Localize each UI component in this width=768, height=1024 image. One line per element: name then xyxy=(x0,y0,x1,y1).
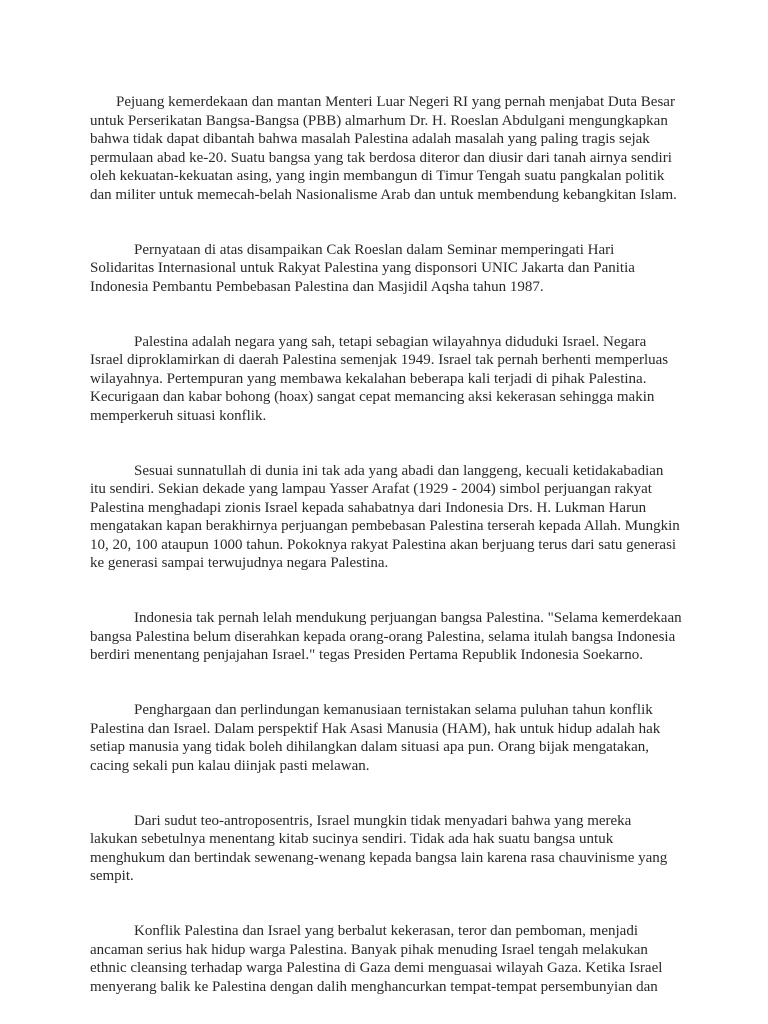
paragraph-7: Dari sudut teo-antroposentris, Israel mungkin tidak menyadari bahwa yang mereka lakukan sebetulnya menentang kitab sucinya sendiri. Tidak ada hak suatu bangsa untuk menghukum dan bertindak sewenang-wenang kepada bangsa lain karena rasa chauvinisme yang sempit. xyxy=(90,812,668,884)
paragraph-3: Palestina adalah negara yang sah, tetapi sebagian wilayahnya diduduki Israel. Negara Israel diproklamirkan di daerah Palestina semenjak 1949. Israel tak pernah berhenti memperluas wilayahnya. Pertempuran yang membawa kekalahan beberapa kali terjadi di pihak Palestina. Kecurigaan dan kabar bohong (hoax) sangat cepat memancing aksi kekerasan sehingga makin memperkeruh situasi konflik. xyxy=(90,333,669,424)
document-body xyxy=(90,93,682,1024)
paragraph-1: Pejuang kemerdekaan dan mantan Menteri Luar Negeri RI yang pernah menjabat Duta Besar untuk Perserikatan Bangsa-Bangsa (PBB) almarhum Dr. H. Roeslan Abdulgani mengungkapkan bahwa tidak dapat dibantah bahwa masalah Palestina adalah masalah yang paling tragis sejak permulaan abad ke-20. Suatu bangsa yang tak berdosa diteror dan diusir dari tanah airnya sendiri oleh kekuatan-kekuatan asing, yang ingin membangun di Timur Tengah suatu pangkalan politik dan militer untuk memecah-belah Nasionalisme Arab dan untuk membendung kebangkitan Islam. xyxy=(90,94,677,203)
paragraph-5: Indonesia tak pernah lelah mendukung perjuangan bangsa Palestina. "Selama kemerdekaan bangsa Palestina belum diserahkan kepada orang-orang Palestina, selama itulah bangsa Indonesia berdiri menentang penjajahan Israel." tegas Presiden Pertama Republik Indonesia Soekarno. xyxy=(90,610,682,663)
paragraph-6: Penghargaan dan perlindungan kemanusiaan ternistakan selama puluhan tahun konflik Palestina dan Israel. Dalam perspektif Hak Asasi Manusia (HAM), hak untuk hidup adalah hak setiap manusia yang tidak boleh dihilangkan dalam situasi apa pun. Orang bijak mengatakan, cacing sekali pun kalau diinjak pasti melawan. xyxy=(90,702,661,774)
paragraph-4: Sesuai sunnatullah di dunia ini tak ada yang abadi dan langgeng, kecuali ketidakabadian itu sendiri. Sekian dekade yang lampau Yasser Arafat (1929 - 2004) simbol perjuangan rakyat Palestina menghadapi zionis Israel kepada sahabatnya dari Indonesia Drs. H. Lukman Harun mengatakan kapan berakhirnya perjuangan pembebasan Palestina terserah kepada Allah. Mungkin 10, 20, 100 ataupun 1000 tahun. Pokoknya rakyat Palestina akan berjuang terus dari satu generasi ke generasi sampai terwujudnya negara Palestina. xyxy=(90,462,680,571)
paragraph-8: Konflik Palestina dan Israel yang berbalut kekerasan, teror dan pemboman, menjadi ancaman serius hak hidup warga Palestina. Banyak pihak menuding Israel tengah melakukan ethnic cleansing terhadap warga Palestina di Gaza demi menguasai wilayah Gaza. Ketika Israel menyerang balik ke Palestina dengan dalih menghancurkan tempat-tempat persembunyian dan xyxy=(90,923,663,995)
paragraph-2: Pernyataan di atas disampaikan Cak Roeslan dalam Seminar memperingati Hari Solidaritas Internasional untuk Rakyat Palestina yang disponsori UNIC Jakarta dan Panitia Indonesia Pembantu Pembebasan Palestina dan Masjidil Aqsha tahun 1987. xyxy=(90,241,635,295)
